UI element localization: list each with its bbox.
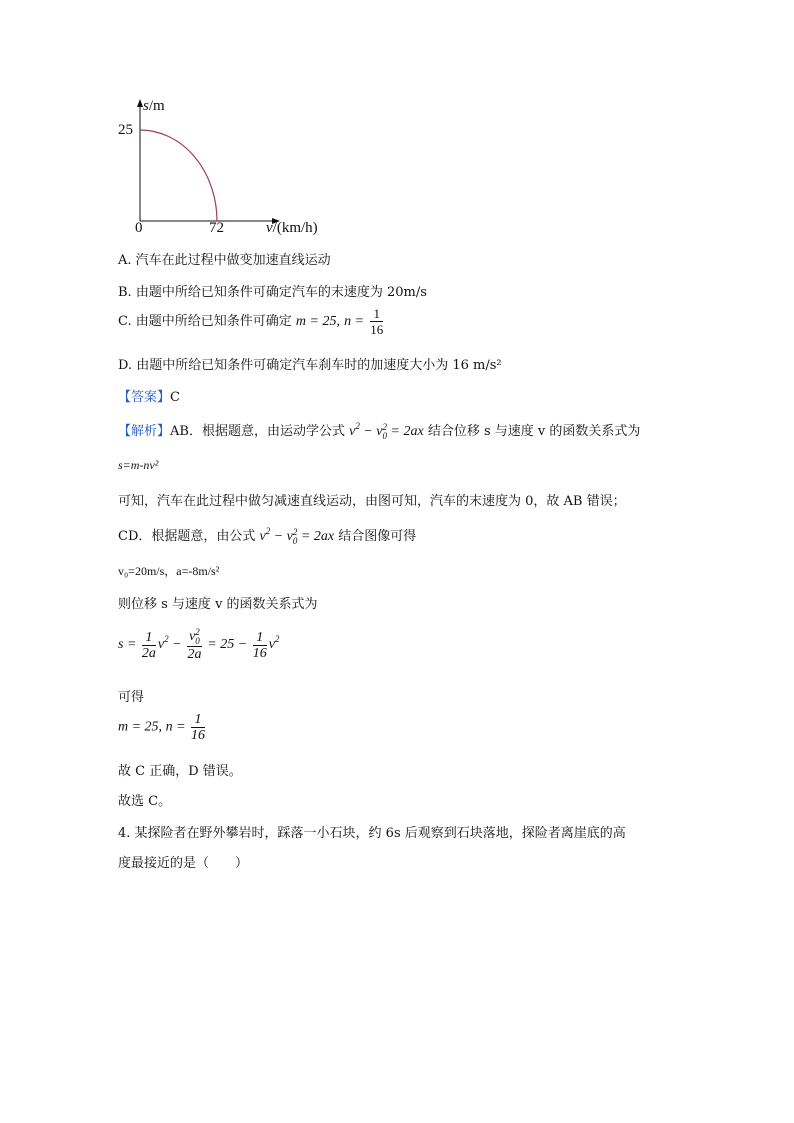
y-axis-label: s/m (143, 98, 165, 114)
y-tick-label: 25 (118, 122, 133, 138)
analysis-line-5: v₀=20m/s，a=-8m/s² (118, 564, 220, 578)
x-axis-label: v/(km/h) (266, 220, 318, 236)
question-4-line-1: 4. 某探险者在野外攀岩时，踩落一小石块，约 6s 后观察到石块落地，探险者离崖底的高 (118, 826, 626, 841)
question-4-line-2: 度最接近的是（ ） (118, 856, 249, 871)
origin-label: 0 (135, 220, 143, 236)
s-v-graph (110, 95, 350, 240)
option-c: C. 由题中所给已知条件可确定 m = 25, n = $\frac{1}{16}$ (118, 306, 384, 337)
analysis-line-6: 则位移 s 与速度 v 的函数关系式为 (118, 597, 318, 612)
quarter-ellipse-curve (140, 130, 217, 221)
option-a: A. 汽车在此过程中做变加速直线运动 (118, 253, 331, 268)
analysis-equation: s = $\frac{1}{2a}$ $v^2$ − v 2 0 2a = 25 − $\frac{1}{16}$ $v^2$ (118, 627, 280, 662)
analysis-line-10: 故选 C。 (118, 794, 172, 809)
option-b: B. 由题中所给已知条件可确定汽车的末速度为 20m/s (118, 285, 427, 300)
analysis-line-1: 【解析】AB．根据题意，由运动学公式 $v^2 - v$ 2 0 = 2ax 结合位移 s 与速度 v 的函数关系式为 (118, 421, 641, 441)
analysis-line-4: CD．根据题意，由公式 $v^2 - v$ 2 0 = 2ax 结合图像可得 (118, 526, 417, 546)
answer: 【答案】C (118, 390, 180, 405)
x-tick-label: 72 (209, 220, 224, 236)
analysis-line-8: m = 25, n = $\frac{1}{16}$ (118, 712, 206, 743)
analysis-line-3: 可知，汽车在此过程中做匀减速直线运动，由图可知，汽车的末速度为 0，故 AB 错误； (118, 494, 626, 509)
analysis-line-7: 可得 (118, 690, 145, 705)
analysis-line-9: 故 C 正确，D 错误。 (118, 764, 242, 779)
analysis-line-2: s=m-nv² (118, 458, 159, 472)
option-d: D. 由题中所给已知条件可确定汽车刹车时的加速度大小为 16 m/s² (118, 358, 502, 373)
